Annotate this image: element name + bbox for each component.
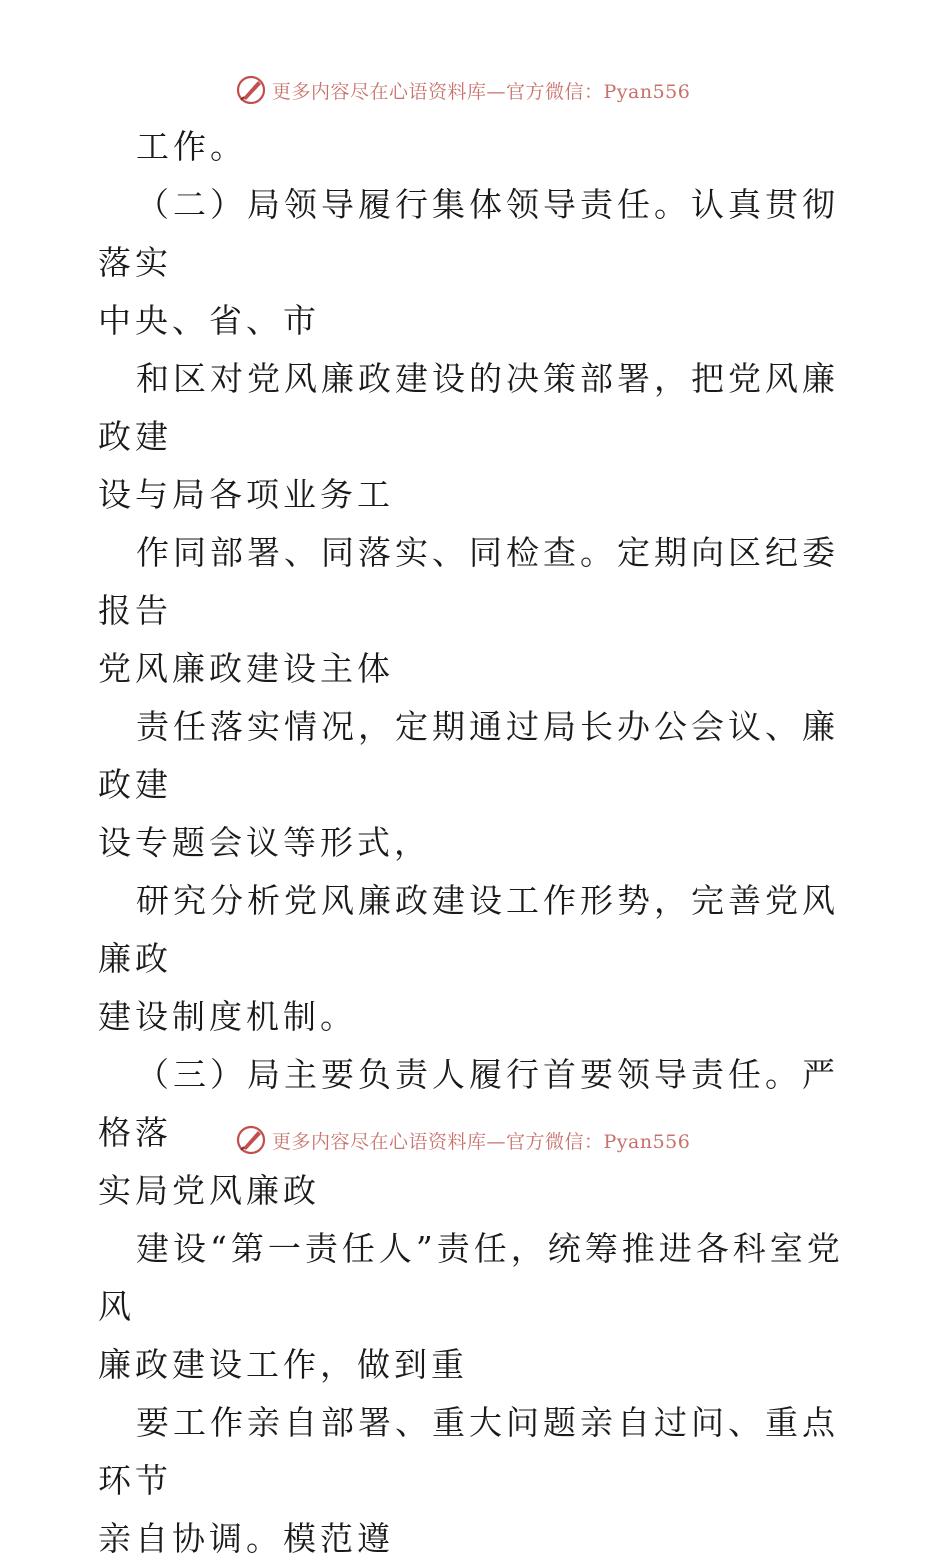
text-line: 设专题会议等形式， <box>98 823 431 862</box>
text-line: 作同部署、同落实、同检查。定期向区纪委报告 <box>98 533 839 630</box>
text-line: 工作。 <box>136 127 247 166</box>
watermark-text: 更多内容尽在心语资料库—官方微信：Pyan556 <box>272 1130 691 1153</box>
text-line: 实局党风廉政 <box>98 1171 320 1210</box>
text-line: 中央、省、市 <box>98 301 320 340</box>
text-line: 和区对党风廉政建设的决策部署，把党风廉政建 <box>98 359 839 456</box>
text-line: 设与局各项业务工 <box>98 475 394 514</box>
text-line: 亲自协调。模范遵 <box>98 1519 394 1558</box>
document-body <box>0 118 950 1568</box>
paragraph <box>0 524 950 698</box>
text-line: 廉政建设工作，做到重 <box>98 1345 468 1384</box>
text-line: （二）局领导履行集体领导责任。认真贯彻落实 <box>98 185 839 282</box>
paragraph <box>0 1394 950 1568</box>
paragraph <box>0 698 950 872</box>
text-line: 责任落实情况，定期通过局长办公会议、廉政建 <box>98 707 839 804</box>
paragraph <box>0 1220 950 1394</box>
red-quill-logo-icon <box>234 73 268 107</box>
header-watermark <box>234 70 714 110</box>
text-line: 建设制度机制。 <box>98 997 357 1036</box>
text-line: 建设“第一责任人”责任，统筹推进各科室党风 <box>98 1229 844 1326</box>
text-line: 要工作亲自部署、重大问题亲自过问、重点环节 <box>98 1403 839 1500</box>
watermark-text: 更多内容尽在心语资料库—官方微信：Pyan556 <box>272 80 691 103</box>
red-quill-logo-icon <box>234 1123 268 1157</box>
paragraph <box>0 350 950 524</box>
text-line: （三）局主要负责人履行首要领导责任。严格落 <box>98 1055 839 1152</box>
text-line: 党风廉政建设主体 <box>98 649 394 688</box>
paragraph <box>0 176 950 350</box>
paragraph <box>0 118 950 176</box>
paragraph <box>0 872 950 1046</box>
text-line: 研究分析党风廉政建设工作形势，完善党风廉政 <box>98 881 839 978</box>
footer-watermark <box>234 1120 714 1160</box>
